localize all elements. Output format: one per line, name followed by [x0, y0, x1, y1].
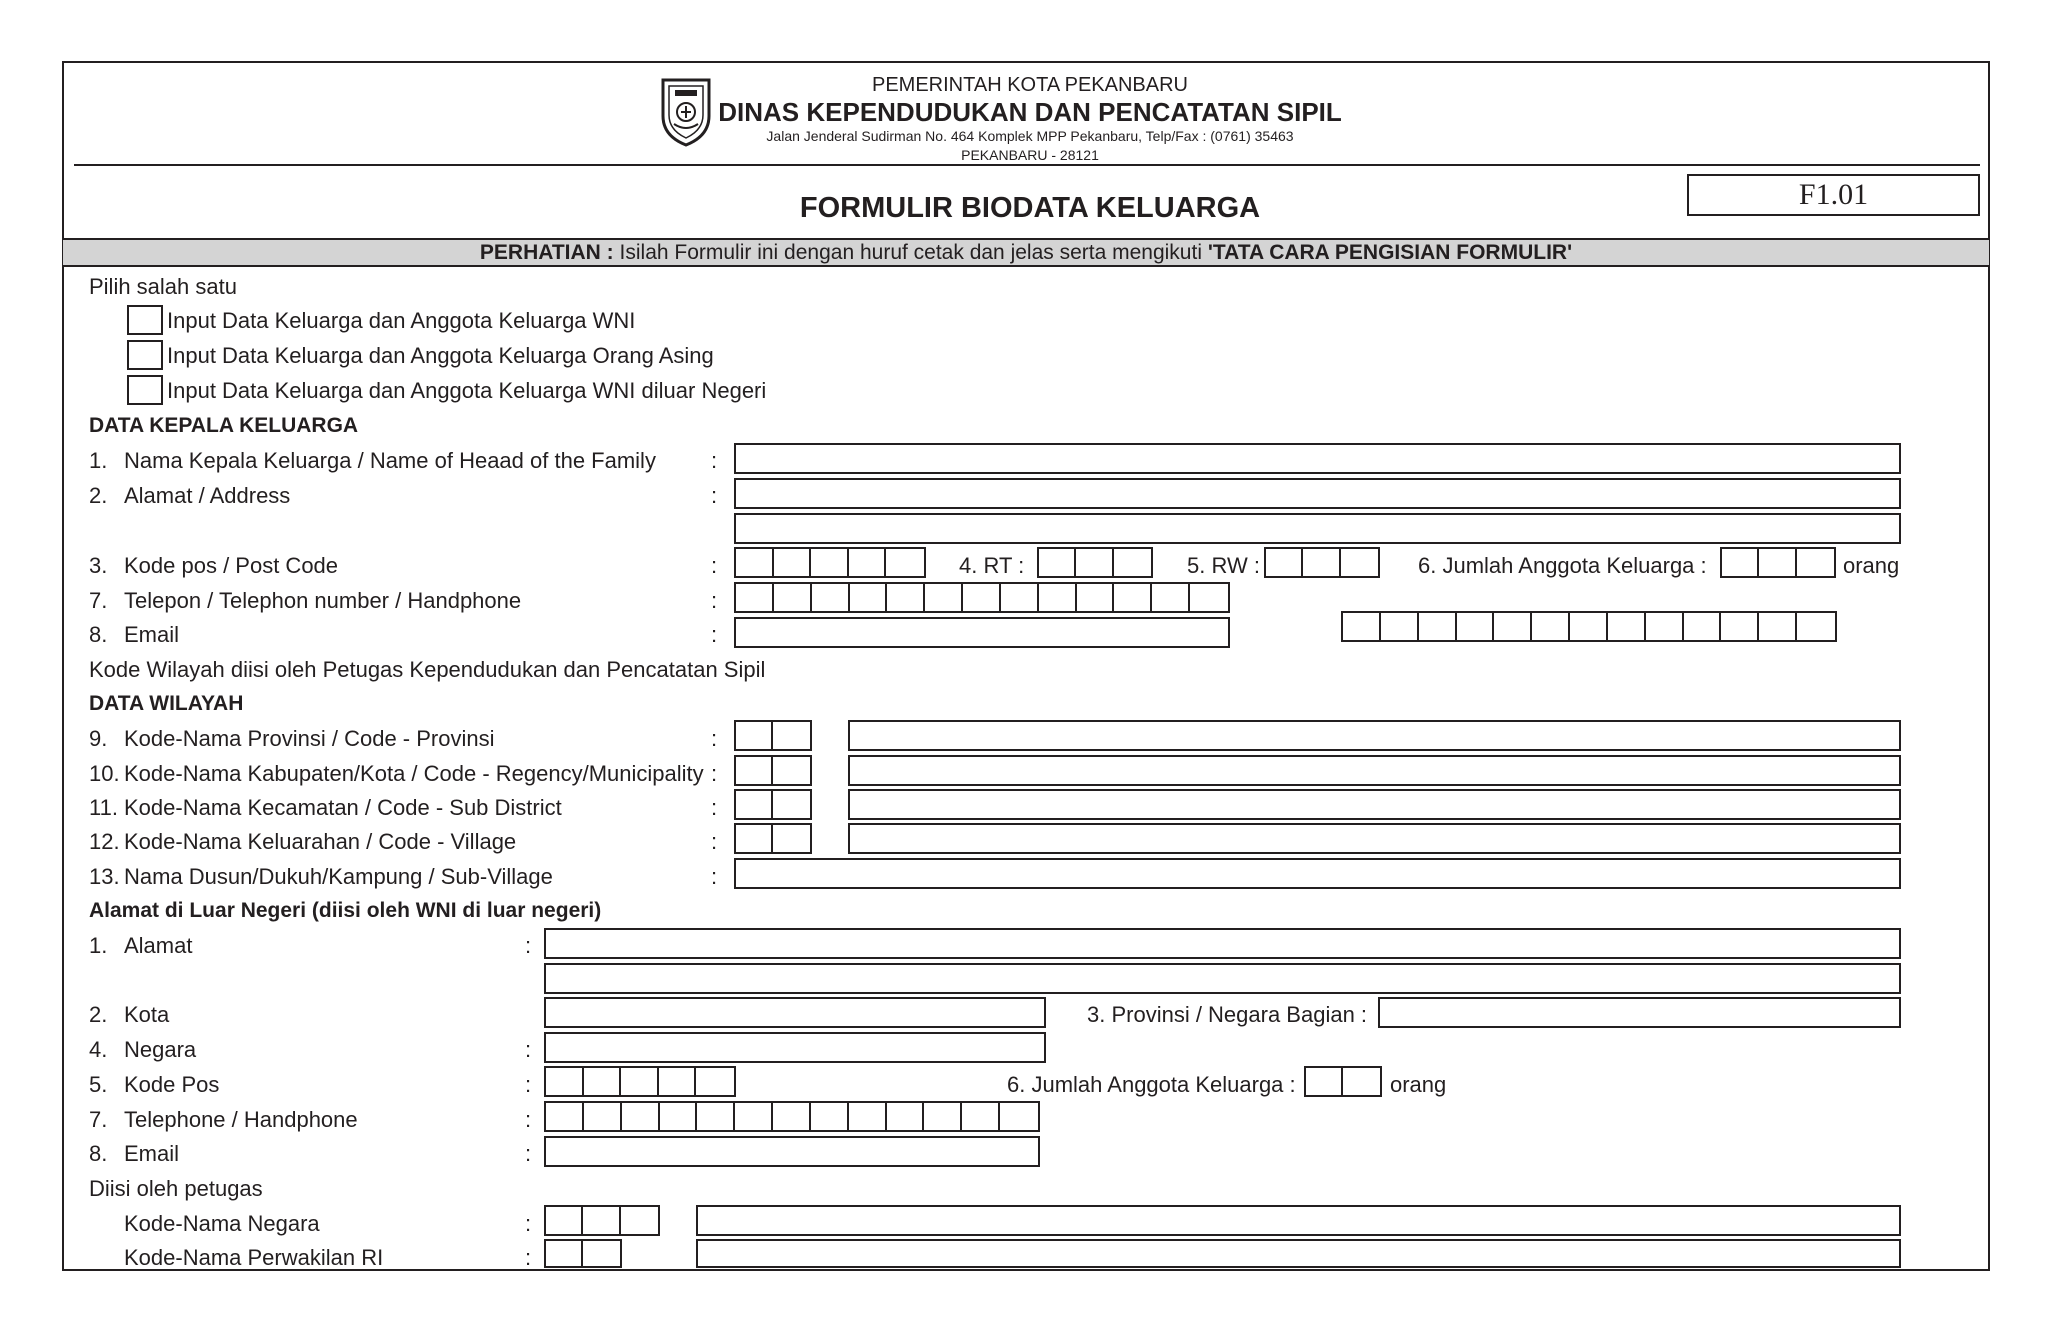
kepala-rt-boxes[interactable]: [1037, 547, 1153, 578]
option-asing-checkbox[interactable]: [127, 340, 163, 370]
kepala-telepon-boxes[interactable]: [734, 582, 1230, 613]
kepala-jumlah-label: 6. Jumlah Anggota Keluarga :: [1418, 553, 1707, 578]
luar-alamat-field-1[interactable]: [544, 928, 1901, 959]
kepala-rw-label: 5. RW :: [1187, 553, 1260, 578]
kepala-kodepos-label: Kode pos / Post Code: [124, 553, 339, 578]
luar-jumlah-boxes[interactable]: [1304, 1066, 1382, 1097]
wilayah-kelurahan-code[interactable]: [734, 823, 812, 854]
luar-num-8: 8.: [89, 1141, 108, 1166]
kepala-num-1: 1.: [89, 448, 108, 473]
colon: :: [525, 1211, 532, 1236]
colon: :: [711, 761, 718, 786]
wilayah-dusun-field[interactable]: [734, 858, 1901, 889]
colon: :: [525, 1107, 532, 1132]
wilayah-kelurahan-label: Kode-Nama Keluarahan / Code - Village: [124, 829, 517, 854]
colon: :: [711, 726, 718, 751]
colon: :: [711, 829, 718, 854]
kepala-alamat-label: Alamat / Address: [124, 483, 291, 508]
kepala-email-label: Email: [124, 622, 180, 647]
kepala-jumlah-boxes[interactable]: [1720, 547, 1836, 578]
petugas-perwakilan-label: Kode-Nama Perwakilan RI: [124, 1245, 384, 1270]
colon: :: [525, 1037, 532, 1062]
option-luar-negeri-checkbox[interactable]: [127, 375, 163, 405]
kepala-num-8: 8.: [89, 622, 108, 647]
petugas-heading: Diisi oleh petugas: [89, 1176, 263, 1201]
header-agency: DINAS KEPENDUDUKAN DAN PENCATATAN SIPIL: [718, 97, 1342, 127]
kepala-nama-label: Nama Kepala Keluarga / Name of Heaad of the Family: [124, 448, 656, 473]
wilayah-num-12: 12.: [89, 829, 120, 854]
luar-num-4: 4.: [89, 1037, 108, 1062]
petugas-negara-label: Kode-Nama Negara: [124, 1211, 320, 1236]
header-gov: PEMERINTAH KOTA PEKANBARU: [872, 74, 1188, 96]
colon: :: [711, 483, 718, 508]
notice-lead: PERHATIAN :: [479, 240, 614, 264]
header-address: Jalan Jenderal Sudirman No. 464 Komplek MPP Pekanbaru, Telp/Fax : (0761) 35463: [766, 128, 1294, 144]
colon: :: [525, 1141, 532, 1166]
wilayah-kabupaten-name[interactable]: [848, 755, 1901, 786]
header-city: PEKANBARU - 28121: [961, 147, 1099, 163]
kepala-email-field[interactable]: [734, 617, 1230, 648]
wilayah-heading: DATA WILAYAH: [89, 692, 244, 715]
wilayah-kelurahan-name[interactable]: [848, 823, 1901, 854]
petugas-negara-code[interactable]: [544, 1205, 660, 1236]
luar-num-5: 5.: [89, 1072, 108, 1097]
kepala-kodepos-boxes[interactable]: [734, 547, 926, 578]
petugas-perwakilan-code[interactable]: [544, 1239, 622, 1268]
luar-negeri-heading: Alamat di Luar Negeri (diisi oleh WNI di luar negeri): [89, 899, 602, 922]
luar-kodepos-label: Kode Pos: [124, 1072, 220, 1097]
colon: :: [711, 864, 718, 889]
kepala-rw-boxes[interactable]: [1264, 547, 1380, 578]
luar-jumlah-label: 6. Jumlah Anggota Keluarga :: [1007, 1072, 1296, 1097]
wilayah-kecamatan-name[interactable]: [848, 789, 1901, 820]
kepala-num-3: 3.: [89, 553, 108, 578]
kepala-num-7: 7.: [89, 588, 108, 613]
kepala-telepon-label: Telepon / Telephon number / Handphone: [124, 588, 522, 613]
luar-num-1: 1.: [89, 933, 108, 958]
luar-telephone-label: Telephone / Handphone: [124, 1107, 358, 1132]
wilayah-num-11: 11.: [89, 795, 118, 820]
wilayah-dusun-label: Nama Dusun/Dukuh/Kampung / Sub-Village: [124, 864, 553, 889]
notice-bar: [63, 238, 1989, 267]
notice-emph: 'TATA CARA PENGISIAN FORMULIR': [1207, 240, 1573, 264]
luar-telephone-boxes[interactable]: [544, 1101, 1040, 1132]
colon: :: [711, 448, 718, 473]
petugas-perwakilan-name[interactable]: [696, 1239, 1901, 1268]
colon: :: [525, 933, 532, 958]
kepala-heading: DATA KEPALA KELUARGA: [89, 414, 359, 437]
petugas-negara-name[interactable]: [696, 1205, 1901, 1236]
luar-provinsi-field[interactable]: [1378, 997, 1901, 1028]
wilayah-kabupaten-label: Kode-Nama Kabupaten/Kota / Code - Regency/Municipality: [124, 761, 704, 786]
colon: :: [711, 795, 718, 820]
kepala-orang-label: orang: [1843, 553, 1900, 578]
luar-email-field[interactable]: [544, 1136, 1040, 1167]
choice-prompt: Pilih salah satu: [89, 274, 237, 299]
option-wni-checkbox[interactable]: [127, 305, 163, 335]
option-wni-label: Input Data Keluarga dan Anggota Keluarga WNI: [167, 308, 636, 333]
wilayah-provinsi-label: Kode-Nama Provinsi / Code - Provinsi: [124, 726, 495, 751]
luar-negara-field[interactable]: [544, 1032, 1046, 1063]
luar-num-7: 7.: [89, 1107, 108, 1132]
form-code: F1.01: [1798, 178, 1869, 211]
luar-orang-label: orang: [1390, 1072, 1447, 1097]
wilayah-kabupaten-code[interactable]: [734, 755, 812, 786]
colon: :: [711, 588, 718, 613]
wilayah-num-13: 13.: [89, 864, 120, 889]
wilayah-num-10: 10.: [89, 761, 120, 786]
luar-alamat-field-2[interactable]: [544, 963, 1901, 994]
colon: :: [711, 622, 718, 647]
option-asing-label: Input Data Keluarga dan Anggota Keluarga Orang Asing: [167, 343, 714, 368]
luar-kodepos-boxes[interactable]: [544, 1066, 736, 1097]
kepala-alamat-field-2[interactable]: [734, 513, 1901, 544]
notice-body: Isilah Formulir ini dengan huruf cetak dan jelas serta mengikuti: [613, 240, 1208, 264]
form-title: FORMULIR BIODATA KELUARGA: [799, 192, 1261, 224]
wilayah-provinsi-code[interactable]: [734, 720, 812, 751]
kepala-extra-boxes[interactable]: [1341, 611, 1837, 642]
kepala-alamat-field-1[interactable]: [734, 478, 1901, 509]
luar-num-2: 2.: [89, 1002, 108, 1027]
colon: :: [711, 553, 718, 578]
luar-email-label: Email: [124, 1141, 180, 1166]
colon: :: [525, 1072, 532, 1097]
colon: :: [525, 1245, 532, 1270]
luar-alamat-label: Alamat: [124, 933, 193, 958]
wilayah-kecamatan-label: Kode-Nama Kecamatan / Code - Sub District: [124, 795, 562, 820]
luar-negara-label: Negara: [124, 1037, 197, 1062]
kepala-num-2: 2.: [89, 483, 108, 508]
luar-provinsi-label: 3. Provinsi / Negara Bagian :: [1087, 1002, 1368, 1027]
wilayah-provinsi-name[interactable]: [848, 720, 1901, 751]
kepala-rt-label: 4. RT :: [959, 553, 1025, 578]
kepala-nama-field[interactable]: [734, 443, 1901, 474]
option-luar-negeri-label: Input Data Keluarga dan Anggota Keluarga WNI diluar Negeri: [167, 378, 767, 403]
wilayah-num-9: 9.: [89, 726, 108, 751]
kode-wilayah-note: Kode Wilayah diisi oleh Petugas Kependudukan dan Pencatatan Sipil: [89, 657, 766, 682]
wilayah-kecamatan-code[interactable]: [734, 789, 812, 820]
luar-kota-label: Kota: [124, 1002, 170, 1027]
header-divider: [74, 164, 1980, 166]
luar-kota-field[interactable]: [544, 997, 1046, 1028]
